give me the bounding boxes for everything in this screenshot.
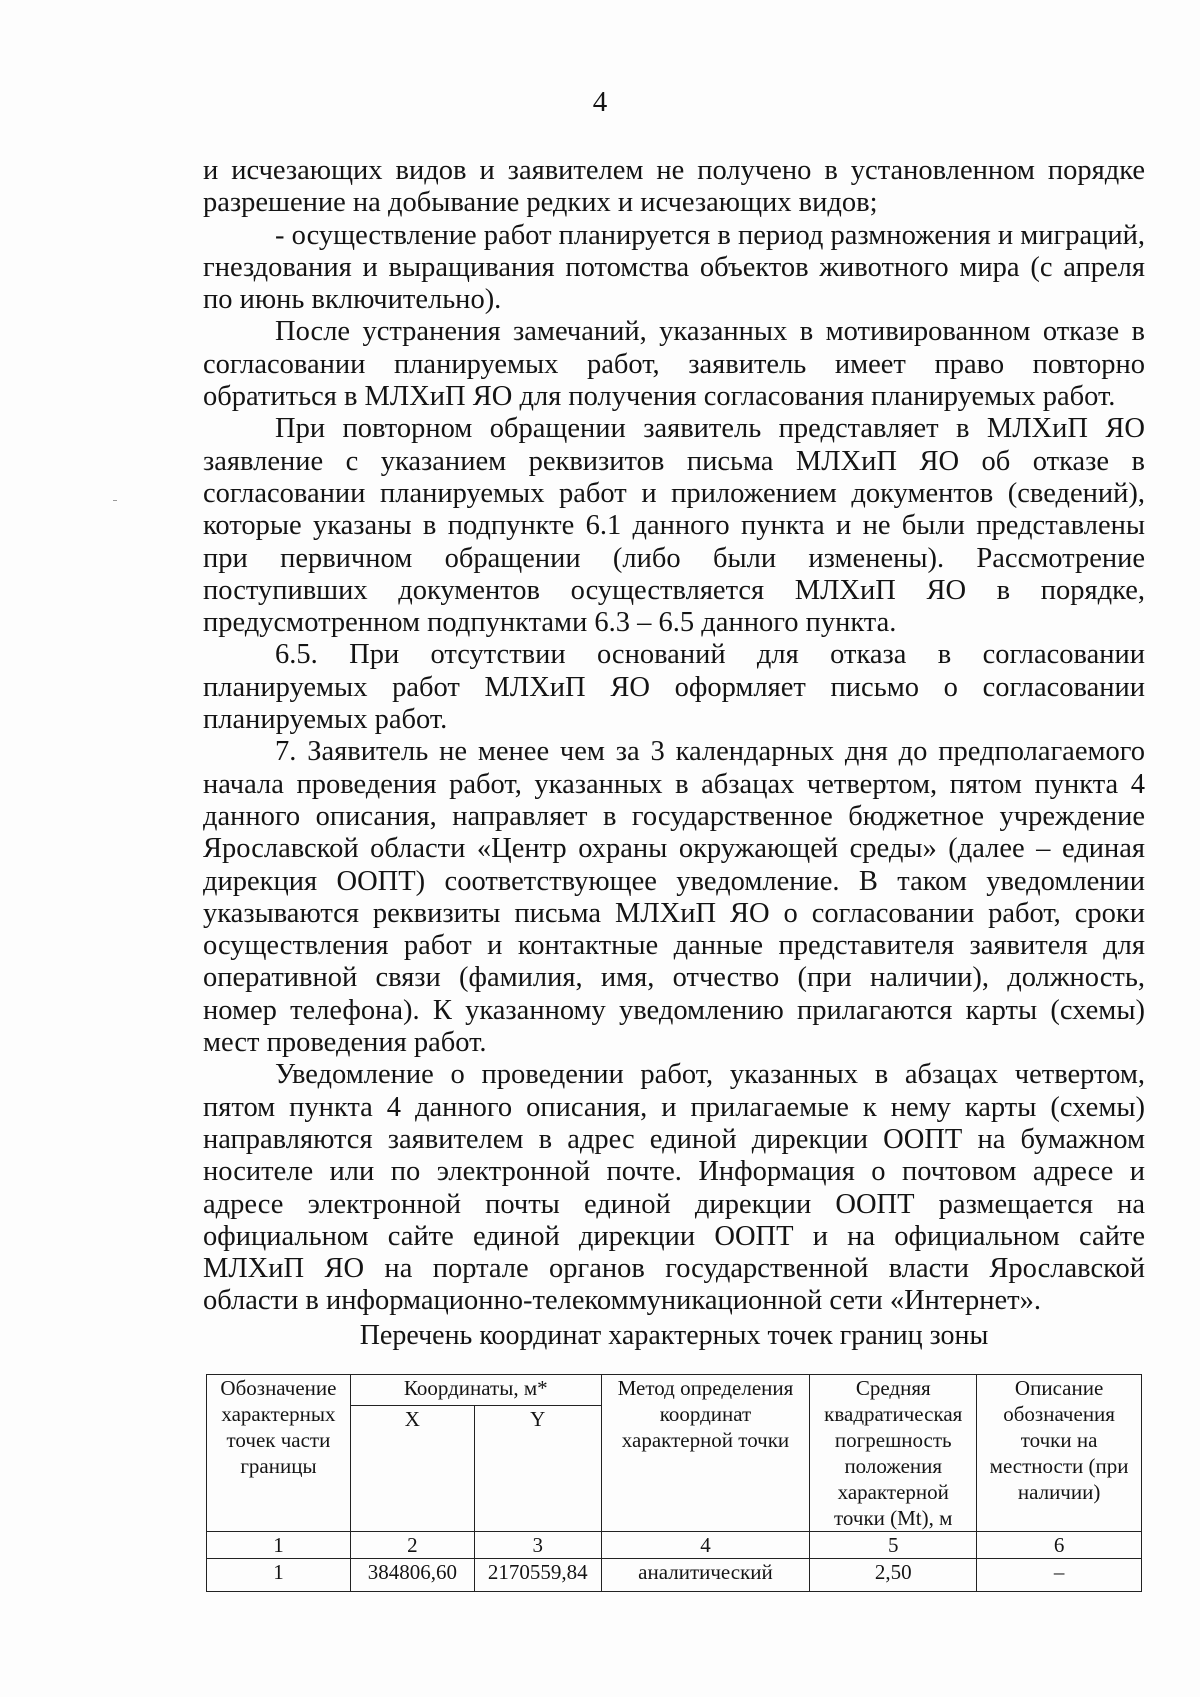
page-number: 4 bbox=[592, 86, 608, 118]
cell-error: 2,50 bbox=[810, 1559, 977, 1592]
paragraph-6: 7. Заявитель не менее чем за 3 календарных дня до предполагаемого начала проведения работ, указанных в абзацах четвертом, пятом пункта 4 данного описания, направляет в государственное бюджетное учреждение Ярославской области «Центр охраны окружающей среды» (далее – единая дирекция ООПТ) соответствующее уведомление. В таком уведомлении указываются реквизиты письма МЛХиП ЯО о согласовании работ, сроки осуществления работ и контактные данные представителя заявителя для оперативной связи (фамилия, имя, отчество (при наличии), должность, номер телефона). К указанному уведомлению прилагаются карты (схемы) мест проведения работ. bbox=[203, 736, 1145, 1059]
cell-method: аналитический bbox=[601, 1559, 810, 1592]
header-method: Метод определения координат характерной точки bbox=[601, 1375, 810, 1532]
scan-mark bbox=[113, 500, 117, 501]
table-numbering-row bbox=[207, 1532, 1142, 1559]
header-y: Y bbox=[474, 1406, 601, 1532]
paragraph-3: После устранения замечаний, указанных в мотивированном отказе в согласовании планируемых работ, заявитель имеет право повторно обратиться в МЛХиП ЯО для получения согласования планируемых работ. bbox=[203, 316, 1145, 413]
numbering-cell: 4 bbox=[601, 1532, 810, 1559]
cell-y: 2170559,84 bbox=[474, 1559, 601, 1592]
table-row bbox=[207, 1559, 1142, 1592]
numbering-cell: 6 bbox=[977, 1532, 1142, 1559]
numbering-cell: 2 bbox=[350, 1532, 474, 1559]
table-caption: Перечень координат характерных точек границ зоны bbox=[359, 1320, 989, 1351]
cell-point: 1 bbox=[207, 1559, 351, 1592]
paragraph-7: Уведомление о проведении работ, указанных в абзацах четвертом, пятом пункта 4 данного описания, и прилагаемые к нему карты (схемы) направляются заявителем в адрес единой дирекции ООПТ на бумажном носителе или по электронной почте. Информация о почтовом адресе и адресе электронной почты единой дирекции ООПТ размещается на официальном сайте единой дирекции ООПТ и на официальном сайте МЛХиП ЯО на портале органов государственной власти Ярославской области в информационно-телекоммуникационной сети «Интернет». bbox=[203, 1059, 1145, 1317]
cell-description: – bbox=[977, 1559, 1142, 1592]
header-designation: Обозначение характерных точек части границы bbox=[207, 1375, 351, 1532]
paragraph-1: и исчезающих видов и заявителем не получено в установленном порядке разрешение на добывание редких и исчезающих видов; bbox=[203, 155, 1145, 219]
header-x: X bbox=[350, 1406, 474, 1532]
numbering-cell: 3 bbox=[474, 1532, 601, 1559]
body-text bbox=[203, 155, 1145, 1318]
numbering-cell: 5 bbox=[810, 1532, 977, 1559]
paragraph-5: 6.5. При отсутствии оснований для отказа в согласовании планируемых работ МЛХиП ЯО оформляет письмо о согласовании планируемых работ. bbox=[203, 639, 1145, 736]
table-header-row bbox=[207, 1375, 1142, 1406]
numbering-cell: 1 bbox=[207, 1532, 351, 1559]
paragraph-4: При повторном обращении заявитель представляет в МЛХиП ЯО заявление с указанием реквизитов письма МЛХиП ЯО об отказе в согласовании планируемых работ и приложением документов (сведений), которые указаны в подпункте 6.1 данного пункта и не были представлены при первичном обращении (либо были изменены). Рассмотрение поступивших документов осуществляется МЛХиП ЯО в порядке, предусмотренном подпунктами 6.3 – 6.5 данного пункта. bbox=[203, 413, 1145, 639]
coordinates-table bbox=[206, 1374, 1142, 1592]
header-error: Средняя квадратическая погрешность положения характерной точки (Mt), м bbox=[810, 1375, 977, 1532]
paragraph-2: - осуществление работ планируется в период размножения и миграций, гнездования и выращивания потомства объектов животного мира (с апреля по июнь включительно). bbox=[203, 219, 1145, 316]
cell-x: 384806,60 bbox=[350, 1559, 474, 1592]
header-coordinates: Координаты, м* bbox=[350, 1375, 601, 1406]
header-description: Описание обозначения точки на местности (при наличии) bbox=[977, 1375, 1142, 1532]
